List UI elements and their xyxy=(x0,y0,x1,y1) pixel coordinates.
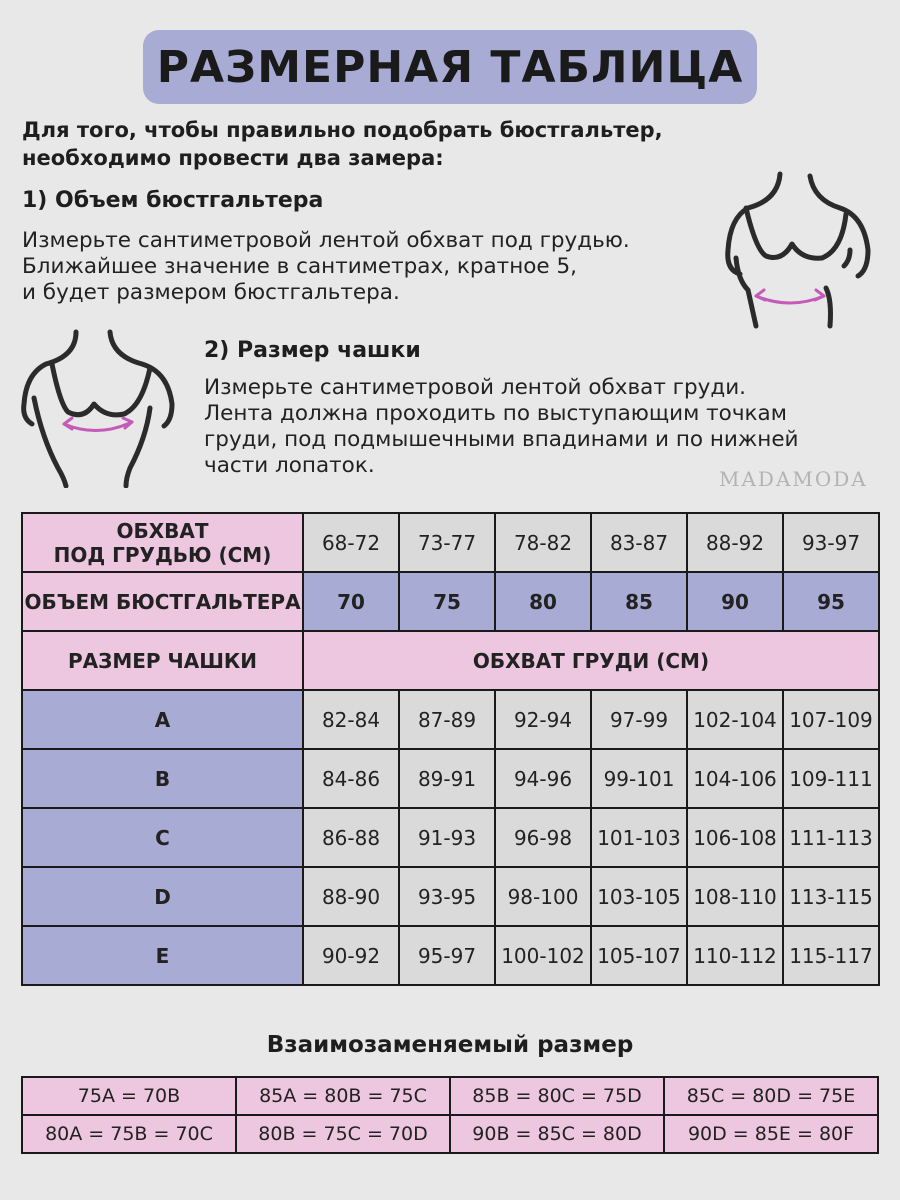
underbust-figure-icon xyxy=(718,170,888,330)
cup-header-row xyxy=(22,631,879,690)
cup-row-d xyxy=(22,867,879,926)
interchangeable-cell: 90D = 85E = 80F xyxy=(664,1115,878,1153)
band-size-cell: 90 xyxy=(687,572,783,631)
bust-cell: 98-100 xyxy=(495,867,591,926)
bust-cell: 115-117 xyxy=(783,926,879,985)
step2-line: Лента должна проходить по выступающим точкам xyxy=(204,401,787,426)
intro-line: необходимо провести два замера: xyxy=(22,146,444,170)
underbust-header-line: ОБХВАТ xyxy=(116,518,209,543)
band-size-cell: 95 xyxy=(783,572,879,631)
bust-cell: 107-109 xyxy=(783,690,879,749)
bust-cell: 93-95 xyxy=(399,867,495,926)
underbust-cell: 78-82 xyxy=(495,513,591,572)
bust-cell: 106-108 xyxy=(687,808,783,867)
bust-cell: 95-97 xyxy=(399,926,495,985)
bust-cell: 103-105 xyxy=(591,867,687,926)
interchangeable-cell: 85A = 80B = 75C xyxy=(236,1077,450,1115)
interchangeable-cell: 75A = 70B xyxy=(22,1077,236,1115)
interchangeable-cell: 90B = 85C = 80D xyxy=(450,1115,664,1153)
bust-cell: 102-104 xyxy=(687,690,783,749)
bust-cell: 110-112 xyxy=(687,926,783,985)
interchangeable-table xyxy=(21,1076,879,1154)
band-size-header: ОБЪЕМ БЮСТГАЛЬТЕРА xyxy=(22,572,303,631)
bust-header: ОБХВАТ ГРУДИ (СМ) xyxy=(303,631,879,690)
cup-letter: D xyxy=(22,867,303,926)
bust-cell: 90-92 xyxy=(303,926,399,985)
underbust-header-line: ПОД ГРУДЬЮ (СМ) xyxy=(53,542,272,567)
interchangeable-cell: 85C = 80D = 75E xyxy=(664,1077,878,1115)
cup-letter: B xyxy=(22,749,303,808)
bust-cell: 89-91 xyxy=(399,749,495,808)
bust-cell: 82-84 xyxy=(303,690,399,749)
cup-row-a xyxy=(22,690,879,749)
underbust-cell: 83-87 xyxy=(591,513,687,572)
cup-row-c xyxy=(22,808,879,867)
step1-line: и будет размером бюстгальтера. xyxy=(22,280,400,305)
intro-line: Для того, чтобы правильно подобрать бюстгальтер, xyxy=(22,118,663,142)
band-size-cell: 85 xyxy=(591,572,687,631)
bust-cell: 105-107 xyxy=(591,926,687,985)
underbust-row xyxy=(22,513,879,572)
band-size-row xyxy=(22,572,879,631)
bust-cell: 86-88 xyxy=(303,808,399,867)
bust-cell: 111-113 xyxy=(783,808,879,867)
underbust-header xyxy=(22,513,303,572)
bust-cell: 91-93 xyxy=(399,808,495,867)
step1-text xyxy=(22,228,630,306)
band-size-cell: 80 xyxy=(495,572,591,631)
step1-heading: 1) Объем бюстгальтера xyxy=(22,188,324,213)
bust-cell: 87-89 xyxy=(399,690,495,749)
step1-line: Измерьте сантиметровой лентой обхват под грудью. xyxy=(22,228,630,253)
cup-letter: E xyxy=(22,926,303,985)
bust-cell: 109-111 xyxy=(783,749,879,808)
step2-heading: 2) Размер чашки xyxy=(204,338,421,363)
step2-text xyxy=(204,375,799,479)
size-table xyxy=(21,512,880,986)
bust-cell: 88-90 xyxy=(303,867,399,926)
step2-line: Измерьте сантиметровой лентой обхват груди. xyxy=(204,375,747,400)
underbust-cell: 93-97 xyxy=(783,513,879,572)
underbust-cell: 88-92 xyxy=(687,513,783,572)
bust-cell: 100-102 xyxy=(495,926,591,985)
bust-cell: 97-99 xyxy=(591,690,687,749)
cup-row-e xyxy=(22,926,879,985)
interchangeable-cell: 80B = 75C = 70D xyxy=(236,1115,450,1153)
underbust-cell: 73-77 xyxy=(399,513,495,572)
band-size-cell: 70 xyxy=(303,572,399,631)
interchangeable-cell: 80A = 75B = 70C xyxy=(22,1115,236,1153)
bust-cell: 101-103 xyxy=(591,808,687,867)
interchangeable-row xyxy=(22,1077,878,1115)
bust-cell: 99-101 xyxy=(591,749,687,808)
bust-cell: 92-94 xyxy=(495,690,591,749)
underbust-cell: 68-72 xyxy=(303,513,399,572)
bust-figure-icon xyxy=(18,328,188,488)
step2-line: части лопаток. xyxy=(204,453,375,478)
cup-row-b xyxy=(22,749,879,808)
cup-size-header: РАЗМЕР ЧАШКИ xyxy=(22,631,303,690)
intro-text xyxy=(22,116,822,172)
bust-cell: 94-96 xyxy=(495,749,591,808)
page-title: РАЗМЕРНАЯ ТАБЛИЦА xyxy=(156,41,744,93)
step2-line: груди, под подмышечными впадинами и по нижней xyxy=(204,427,799,452)
bust-cell: 113-115 xyxy=(783,867,879,926)
interchangeable-row xyxy=(22,1115,878,1153)
bust-cell: 96-98 xyxy=(495,808,591,867)
bust-cell: 104-106 xyxy=(687,749,783,808)
brand-watermark: MADAMODA xyxy=(719,467,868,491)
interchangeable-title: Взаимозаменяемый размер xyxy=(266,1032,634,1058)
cup-letter: C xyxy=(22,808,303,867)
cup-letter: A xyxy=(22,690,303,749)
title-banner xyxy=(143,30,757,104)
band-size-cell: 75 xyxy=(399,572,495,631)
bust-cell: 108-110 xyxy=(687,867,783,926)
step1-line: Ближайшее значение в сантиметрах, кратное 5, xyxy=(22,254,577,279)
interchangeable-cell: 85B = 80C = 75D xyxy=(450,1077,664,1115)
bust-cell: 84-86 xyxy=(303,749,399,808)
